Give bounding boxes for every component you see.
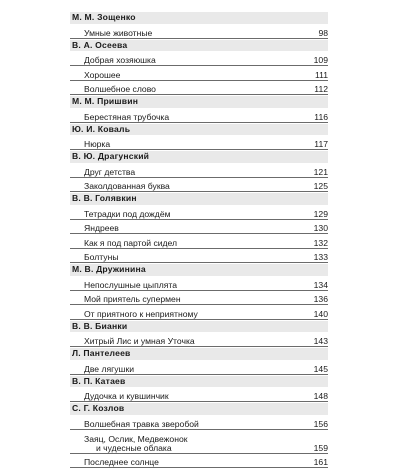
entry-page: 116 (314, 111, 328, 122)
toc-entry (70, 221, 328, 235)
entry-title: Тетрадки под дождём (84, 208, 171, 219)
entry-page: 125 (313, 181, 328, 191)
entry-page: 98 (318, 27, 328, 38)
entry-page: 140 (313, 308, 328, 319)
entry-page: 145 (313, 363, 328, 374)
entry-title: Хитрый Лис и умная Уточка (84, 336, 195, 346)
entry-page: 156 (313, 418, 328, 429)
author-heading: М. В. Дружинина (70, 264, 328, 276)
toc-entry (70, 235, 328, 249)
author-heading: В. П. Катаев (70, 376, 328, 388)
entry-title: Мой приятель супермен (84, 294, 181, 304)
entry-page: 112 (314, 84, 328, 94)
entry-page: 109 (313, 55, 328, 65)
toc-section (70, 96, 328, 123)
entry-page: 111 (314, 69, 328, 80)
author-heading: С. Г. Козлов (70, 403, 328, 415)
toc-section (70, 264, 328, 320)
toc-section (70, 403, 328, 468)
entry-title: Добрая хозяюшка (84, 55, 156, 65)
toc-entry (70, 431, 328, 454)
toc-entry (70, 82, 328, 96)
author-heading: В. А. Осеева (70, 40, 328, 52)
toc-entry (70, 179, 328, 193)
entry-title: Заколдованная буква (84, 181, 170, 191)
toc-entry (70, 206, 328, 220)
entry-page: 148 (313, 391, 328, 401)
toc-section (70, 151, 328, 192)
author-heading: Л. Пантелеев (70, 348, 328, 360)
entry-page: 130 (313, 223, 328, 233)
toc-entry (70, 137, 328, 151)
toc-section (70, 40, 328, 96)
entry-title: Умные животные (84, 27, 153, 38)
entry-page: 121 (313, 166, 328, 177)
toc-entry (70, 67, 328, 81)
entry-title: Берестяная трубочка (84, 111, 170, 122)
toc-section (70, 376, 328, 403)
entry-page: 134 (313, 279, 328, 290)
entry-page: 136 (313, 294, 328, 304)
entry-title: Последнее солнце (84, 457, 159, 467)
entry-title: Как я под партой сидел (84, 237, 178, 248)
toc-entry (70, 53, 328, 67)
author-heading: М. М. Пришвин (70, 96, 328, 108)
author-heading: В. Ю. Драгунский (70, 151, 328, 163)
toc-entry (70, 164, 328, 178)
entry-title: Дудочка и кувшинчик (84, 391, 169, 401)
toc-entry (70, 306, 328, 320)
toc-entry (70, 25, 328, 39)
entry-title: Волшебная травка зверобой (84, 418, 199, 429)
entry-title: Друг детства (84, 166, 136, 177)
entry-page: 161 (313, 457, 328, 467)
entry-page: 129 (313, 208, 328, 219)
author-heading: В. В. Бианки (70, 321, 328, 333)
entry-title: Хорошее (84, 69, 121, 80)
entry-page: 132 (313, 237, 328, 248)
author-heading: Ю. И. Коваль (70, 124, 328, 136)
toc-section (70, 348, 328, 375)
toc-entry (70, 416, 328, 430)
toc-entry (70, 361, 328, 375)
author-heading: М. М. Зощенко (70, 12, 328, 24)
entry-title: От приятного к неприятному (84, 308, 198, 319)
entry-title: Непослушные цыплята (84, 279, 178, 290)
entry-page: 133 (313, 252, 328, 262)
entry-title: Нюрка (84, 139, 111, 149)
toc-section (70, 124, 328, 151)
toc-entry (70, 334, 328, 348)
entry-title: Заяц, Ослик, Медвежонок и чудесные облака (84, 433, 188, 453)
toc-section (70, 321, 328, 348)
toc-section (70, 12, 328, 39)
toc-entry (70, 277, 328, 291)
entry-title: Болтуны (84, 252, 119, 262)
entry-page: 117 (314, 139, 328, 149)
toc-entry (70, 455, 328, 469)
author-heading: В. В. Голявкин (70, 193, 328, 205)
table-of-contents (70, 12, 328, 469)
toc-entry (70, 250, 328, 264)
toc-entry (70, 292, 328, 306)
entry-title: Две лягушки (84, 363, 135, 374)
entry-page: 159 (313, 442, 328, 453)
entry-title: Волшебное слово (84, 84, 156, 94)
toc-section (70, 193, 328, 263)
entry-page: 143 (313, 336, 328, 346)
entry-title: Яндреев (84, 223, 119, 233)
toc-entry (70, 109, 328, 123)
